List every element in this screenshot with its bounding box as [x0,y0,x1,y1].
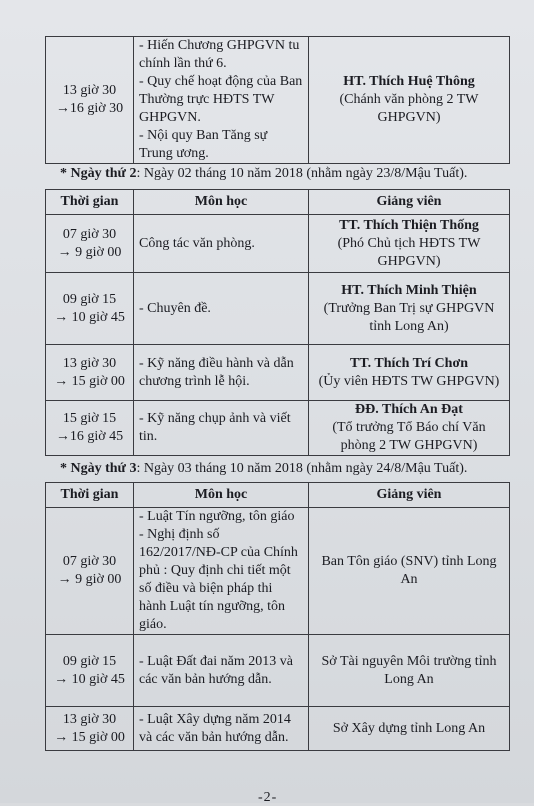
lecturer-cell [309,215,510,273]
lecturer-name: TT. Thích Trí Chơn [350,355,468,371]
table-row [46,273,510,345]
subject-cell: - Hiến Chương GHPGVN tu chính lần thứ 6. - Quy chế hoạt động của Ban Thường trực HĐTS TW GHPGVN. - Nội quy Ban Tăng sự Trung ương. [134,37,309,164]
time-cell: 15 giờ 15 →16 giờ 45 [46,401,134,456]
table-row [46,215,510,273]
subject-cell: - Kỹ năng chụp ảnh và viết tin. [134,401,309,456]
header-lecturer: Giảng viên [309,483,510,508]
lecturer-name: TT. Thích Thiện Thống [339,217,479,233]
day2-heading [60,165,530,183]
day3-label: * Ngày thứ 3 [60,461,137,476]
lecturer-name: HT. Thích Huệ Thông [343,74,475,89]
lecturer-role: (Ủy viên HĐTS TW GHPGVN) [318,373,500,389]
lecturer-cell [309,37,510,164]
header-time: Thời gian [46,190,134,215]
subject-cell: Công tác văn phòng. [134,215,309,273]
day2-date: : Ngày 02 tháng 10 năm 2018 (nhằm ngày 23/8/Mậu Tuất). [136,166,468,181]
lecturer-cell: Sở Xây dựng tỉnh Long An [309,707,510,751]
table-row [46,508,510,635]
schedule-table-day1-cont [45,36,510,164]
time-cell: 13 giờ 30 → 15 giờ 00 [46,707,134,751]
table-header-row [46,190,510,215]
table-row [46,37,510,164]
lecturer-name: ĐĐ. Thích An Đạt [355,402,463,417]
table-row [46,707,510,751]
time-cell: 07 giờ 30 → 9 giờ 00 [46,215,134,273]
time-cell: 13 giờ 30 → 15 giờ 00 [46,345,134,401]
day2-label: * Ngày thứ 2 [60,166,137,181]
lecturer-role: (Chánh văn phòng 2 TW GHPGVN) [339,92,479,125]
time-cell: 09 giờ 15 → 10 giờ 45 [46,635,134,707]
table-row [46,635,510,707]
table-header-row [46,483,510,508]
subject-cell: - Luật Xây dựng năm 2014 và các văn bản hướng dẫn. [134,707,309,751]
table-row [46,401,510,456]
schedule-table-day2 [45,189,510,456]
day3-heading [60,460,530,478]
day3-date: : Ngày 03 tháng 10 năm 2018 (nhằm ngày 24/8/Mậu Tuất). [136,461,468,476]
lecturer-role: (Phó Chủ tịch HĐTS TW GHPGVN) [337,235,481,269]
lecturer-role: (Tổ trưởng Tổ Báo chí Văn phòng 2 TW GHPGVN) [332,420,486,453]
header-lecturer: Giảng viên [309,190,510,215]
header-time: Thời gian [46,483,134,508]
subject-cell: - Kỹ năng điều hành và dẫn chương trình lễ hội. [134,345,309,401]
lecturer-role: (Trưởng Ban Trị sự GHPGVN tỉnh Long An) [323,300,495,334]
schedule-table-day3 [45,482,510,751]
time-cell: 07 giờ 30 → 9 giờ 00 [46,508,134,635]
header-subject: Môn học [134,190,309,215]
lecturer-cell: Sở Tài nguyên Môi trường tỉnh Long An [309,635,510,707]
time-cell: 13 giờ 30 →16 giờ 30 [46,37,134,164]
subject-cell: - Chuyên đề. [134,273,309,345]
header-subject: Môn học [134,483,309,508]
subject-cell: - Luật Tín ngưỡng, tôn giáo - Nghị định số 162/2017/NĐ-CP của Chính phủ : Quy định chi tiết một số điều và biện pháp thi hành Luật tín ngưỡng, tôn giáo. [134,508,309,635]
page-number: -2- [258,790,278,805]
time-cell: 09 giờ 15 → 10 giờ 45 [46,273,134,345]
table-row [46,345,510,401]
lecturer-cell: Ban Tôn giáo (SNV) tỉnh Long An [309,508,510,635]
lecturer-cell [309,273,510,345]
subject-cell: - Luật Đất đai năm 2013 và các văn bản hướng dẫn. [134,635,309,707]
lecturer-cell [309,345,510,401]
lecturer-name: HT. Thích Minh Thiện [341,282,477,298]
lecturer-cell [309,401,510,456]
